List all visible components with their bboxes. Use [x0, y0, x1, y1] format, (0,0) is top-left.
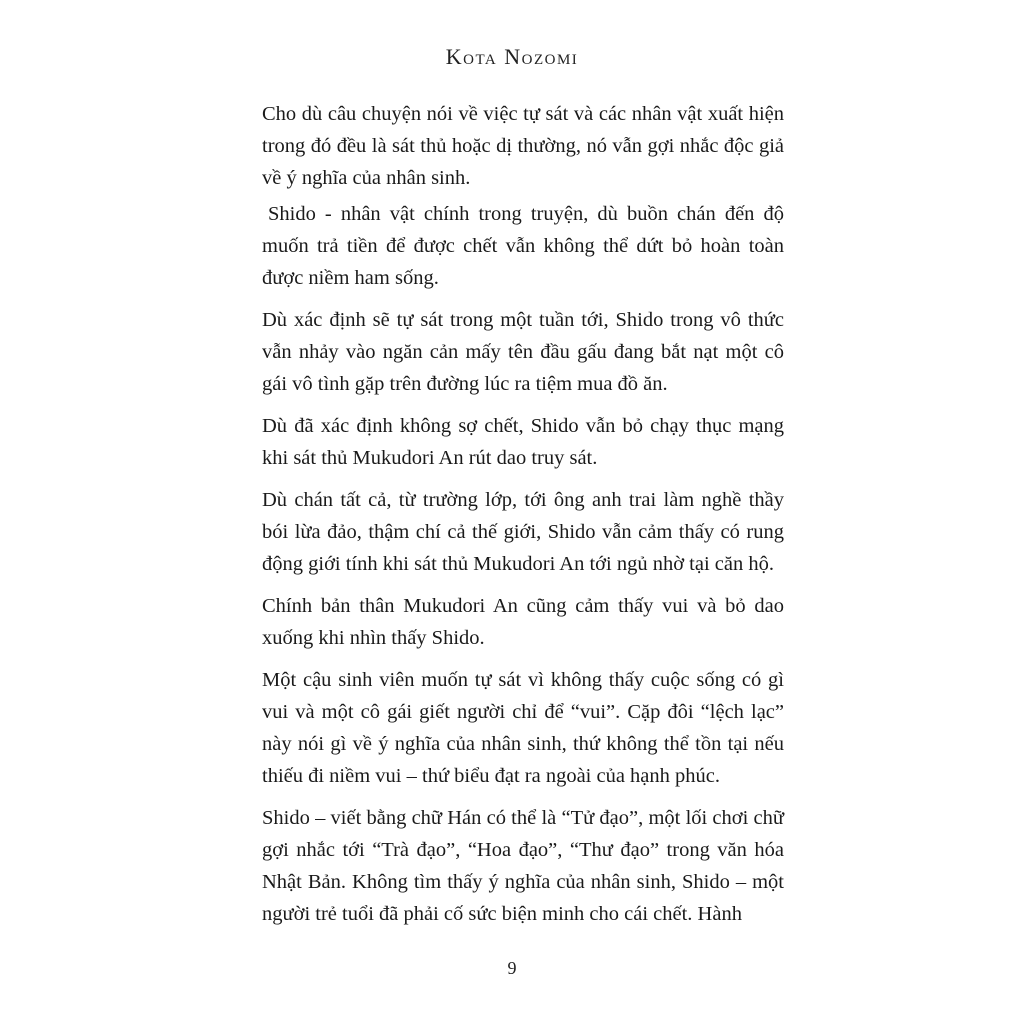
running-header: Kota Nozomi [445, 44, 579, 69]
body-text [262, 98, 784, 930]
paragraph-2: Shido - nhân vật chính trong truyện, dù buồn chán đến độ muốn trả tiền để được chết vẫn không thể dứt bỏ hoàn toàn được niềm ham sống. [262, 203, 784, 289]
paragraph-4: Dù đã xác định không sợ chết, Shido vẫn bỏ chạy thục mạng khi sát thủ Mukudori An rút dao truy sát. [262, 415, 784, 469]
paragraph-3: Dù xác định sẽ tự sát trong một tuần tới, Shido trong vô thức vẫn nhảy vào ngăn cản mấy tên đầu gấu đang bắt nạt một cô gái vô tình gặp trên đường lúc ra tiệm mua đồ ăn. [262, 309, 784, 395]
paragraph-7: Một cậu sinh viên muốn tự sát vì không thấy cuộc sống có gì vui và một cô gái giết người chỉ để “vui”. Cặp đôi “lệch lạc” này nói gì về ý nghĩa của nhân sinh, thứ không thể tồn tại nếu thiếu đi niềm vui – thứ biểu đạt ra ngoài của hạnh phúc. [262, 669, 784, 787]
page-number: 9 [507, 958, 517, 978]
paragraph-6: Chính bản thân Mukudori An cũng cảm thấy vui và bỏ dao xuống khi nhìn thấy Shido. [262, 595, 784, 649]
paragraph-8: Shido – viết bằng chữ Hán có thể là “Tử đạo”, một lối chơi chữ gợi nhắc tới “Trà đạo”, “Hoa đạo”, “Thư đạo” trong văn hóa Nhật Bản. Không tìm thấy ý nghĩa của nhân sinh, Shido – một người trẻ tuổi đã phải cố sức biện minh cho cái chết. Hành [262, 807, 784, 925]
paragraph-5: Dù chán tất cả, từ trường lớp, tới ông anh trai làm nghề thầy bói lừa đảo, thậm chí cả thế giới, Shido vẫn cảm thấy có rung động giới tính khi sát thủ Mukudori An tới ngủ nhờ tại căn hộ. [262, 489, 784, 575]
paragraph-1: Cho dù câu chuyện nói về việc tự sát và các nhân vật xuất hiện trong đó đều là sát thủ hoặc dị thường, nó vẫn gợi nhắc độc giả về ý nghĩa của nhân sinh. [262, 103, 784, 189]
